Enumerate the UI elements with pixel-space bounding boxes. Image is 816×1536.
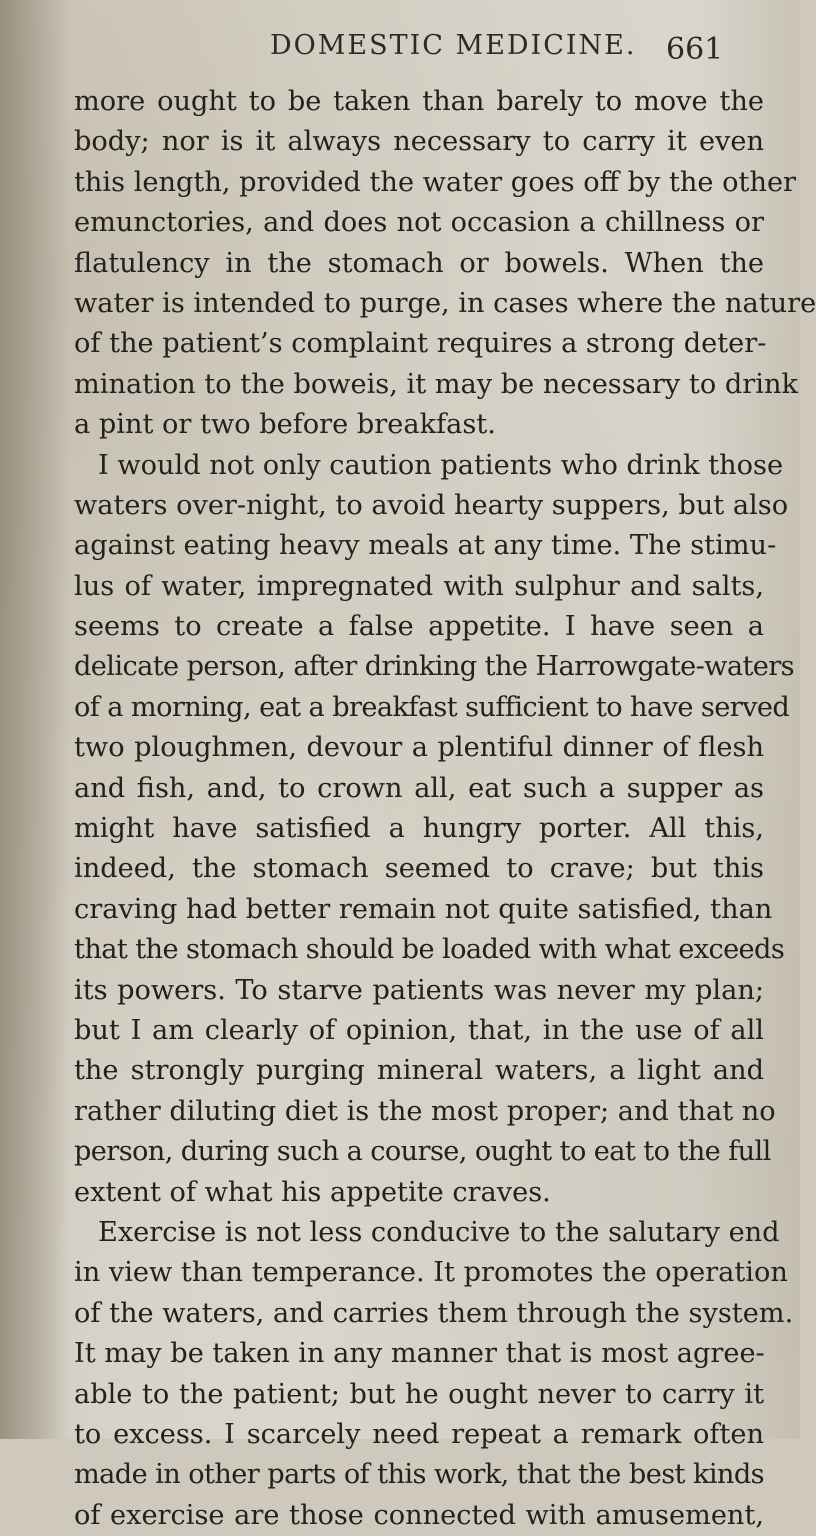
text-line: body; nor is it always necessary to carry it even [74, 126, 764, 158]
text-line: emunctories, and does not occasion a chillness or [74, 207, 764, 239]
body-text [74, 82, 816, 1536]
text-line: able to the patient; but he ought never to carry it [74, 1378, 764, 1410]
running-head [0, 30, 800, 74]
text-line: this length, provided the water goes off by the other [74, 166, 797, 198]
text-line: of the patient’s complaint requires a strong deter- [74, 328, 767, 360]
text-line: a pint or two before breakfast. [74, 409, 496, 441]
text-line: lus of water, impregnated with sulphur and salts, [74, 570, 764, 602]
text-line: seems to create a false appetite. I have seen a [74, 611, 764, 643]
text-line: the strongly purging mineral waters, a light and [74, 1055, 764, 1087]
text-line: of a morning, eat a breakfast sufficient to have served [74, 691, 790, 723]
text-line: water is intended to purge, in cases where the nature [74, 287, 816, 319]
text-line: more ought to be taken than barely to move the [74, 86, 764, 117]
text-line: in view than temperance. It promotes the operation [74, 1257, 788, 1289]
text-line: delicate person, after drinking the Harrowgate-waters [74, 651, 795, 683]
text-line: extent of what his appetite craves. [74, 1176, 551, 1208]
text-line: rather diluting diet is the most proper; and that no [74, 1095, 776, 1127]
text-line: but I am clearly of opinion, that, in the use of all [74, 1014, 764, 1046]
text-line: against eating heavy meals at any time. The stimu- [74, 530, 777, 562]
text-line: two ploughmen, devour a plentiful dinner of flesh [74, 732, 764, 764]
text-line: Exercise is not less conducive to the salutary end [98, 1216, 780, 1248]
text-line: person, during such a course, ought to eat to the full [74, 1136, 771, 1168]
text-line: I would not only caution patients who drink those [98, 449, 784, 481]
text-line: flatulency in the stomach or bowels. When the [74, 247, 764, 279]
text-line: mination to the boweis, it may be necessary to drink [74, 368, 798, 400]
text-line: of exercise are those connected with amusement, [74, 1499, 764, 1531]
text-line: might have satisfied a hungry porter. All this, [74, 813, 764, 845]
text-line: craving had better remain not quite satisfied, than [74, 893, 773, 925]
text-line: It may be taken in any manner that is most agree- [74, 1338, 765, 1370]
text-line: to excess. I scarcely need repeat a remark often [74, 1418, 764, 1450]
text-line: its powers. To starve patients was never my plan; [74, 974, 764, 1006]
text-line: made in other parts of this work, that the best kinds [74, 1459, 764, 1491]
page-gutter-shadow [0, 0, 70, 1439]
text-line: and fish, and, to crown all, eat such a supper as [74, 772, 764, 804]
text-line: that the stomach should be loaded with what exceeds [74, 934, 785, 966]
text-line: indeed, the stomach seemed to crave; but this [74, 853, 764, 885]
running-title: DOMESTIC MEDICINE. [270, 30, 637, 61]
text-line: waters over-night, to avoid hearty suppers, but also [74, 489, 789, 521]
page-number: 661 [666, 32, 724, 67]
text-line: of the waters, and carries them through the system. [74, 1297, 794, 1329]
